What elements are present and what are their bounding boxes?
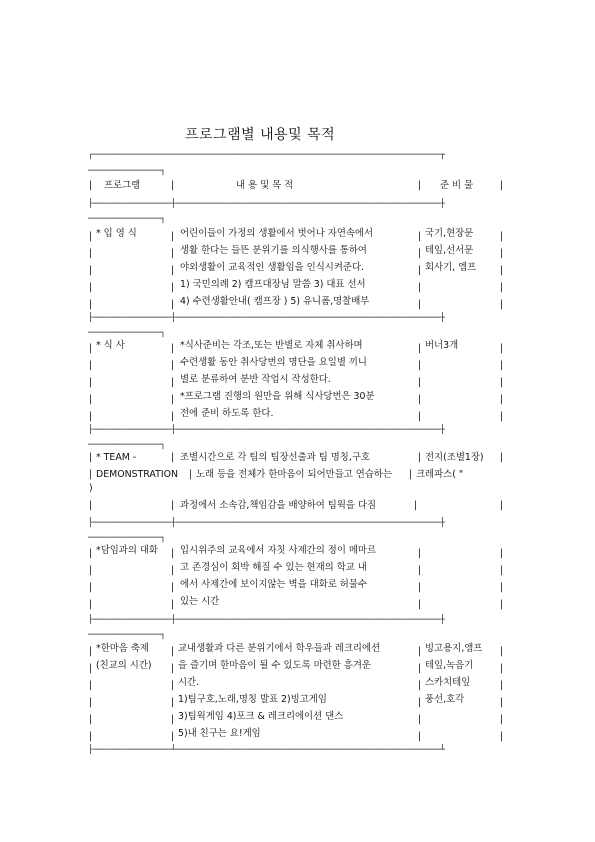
content-line: 있는 시간: [180, 596, 220, 607]
content-line: *식사준비는 각조,또는 반별로 자체 취사하며: [180, 340, 363, 351]
prep-line: 스카치테잎: [425, 677, 471, 688]
table-divider: ├───────────────┼───────────────────────────────────────────────────┼: [88, 199, 445, 209]
page-title: 프로그램별 내용및 목적: [185, 127, 336, 143]
prep-line: 크레파스( ": [416, 469, 464, 480]
header-right-bar: |: [500, 180, 504, 191]
content-line: 교내생활과 다른 분위기에서 학우들과 레크리에션: [178, 643, 381, 654]
header-left-bar: |: [89, 180, 93, 191]
content-line: 입시위주의 교육에서 자칫 사제간의 정이 메마르: [180, 545, 377, 556]
prep-line: ): [89, 483, 93, 494]
prep-line: 회사기, 엠프: [425, 262, 477, 273]
header-prep: 준 비 물: [440, 180, 474, 191]
program-cell: *담임과의 대화: [96, 545, 159, 556]
table-top-border: ┌───────────────────────────────────────────────────────────────────┬: [88, 150, 445, 160]
table-divider: ├───────────────┼───────────────────────────────────────────────────┼: [88, 313, 445, 323]
table-border-segment: ──────────────┐: [88, 214, 166, 224]
content-line: 어린이들이 가정의 생활에서 벗어나 자연속에서: [180, 228, 374, 239]
content-line: 4) 수련생활안내( 캠프장 ) 5) 유니폼,명찰배부: [180, 296, 370, 307]
table-border-segment: ──────────────┐: [88, 166, 166, 176]
content-line: 1)팀구호,노래,명칭 발표 2)빙고게임: [178, 694, 327, 705]
content-line: 수련생활 동안 취사당번의 명단을 요일별 끼니: [180, 357, 367, 368]
table-divider: ├───────────────┼───────────────────────────────────────────────────┼: [88, 615, 445, 625]
content-line: 3)팀웍게임 4)포크 & 레크리에이션 댄스: [178, 711, 344, 722]
content-line: 과정에서 소속감,책임감을 배양하여 팀웍을 다짐: [180, 500, 377, 511]
program-cell: DEMONSTRATION: [96, 469, 179, 480]
program-cell: * TEAM -: [96, 452, 137, 463]
program-cell: * 입 영 식: [96, 228, 137, 239]
content-line: 조별시간으로 각 팀의 팀장선출과 팀 명칭,구호: [180, 452, 370, 463]
table-border-segment: ──────────────┐: [88, 533, 166, 543]
content-line: 시간.: [178, 677, 200, 688]
table-border-segment: ──────────────┐: [88, 440, 166, 450]
content-line: 전에 준비 하도록 한다.: [180, 408, 274, 419]
content-line: 에서 사제간에 보이지않는 벽을 대화로 허물수: [180, 579, 367, 590]
program-cell: * 식 사: [96, 340, 125, 351]
program-cell: (친교의 시간): [96, 660, 152, 671]
content-line: 5)내 친구는 요!게임: [178, 728, 261, 739]
prep-line: 테잎,선서문: [425, 245, 474, 256]
prep-line: 국기,현장문: [425, 228, 474, 239]
prep-line: 테잎,녹음기: [425, 660, 474, 671]
content-line: 고 존경심이 회박 해질 수 있는 현재의 학교 내: [180, 562, 367, 573]
table-bottom-border: ├───────────────┴───────────────────────────────────────────────────┴: [88, 745, 445, 755]
content-line: 을 즐기며 한마음이 될 수 있도록 마련한 흥겨운: [178, 660, 371, 671]
prep-line: 빙고용지,앰프: [425, 643, 483, 654]
prep-line: 전지(조별1장): [425, 452, 484, 463]
prep-line: 버너3개: [425, 340, 459, 351]
table-divider: ├───────────────┼───────────────────────────────────────────────────┼: [88, 425, 445, 435]
header-program: 프로그램: [104, 180, 141, 191]
header-sep-1: |: [171, 180, 175, 191]
content-line: 1) 국민의례 2) 캠프대장님 말씀 3) 대표 선서: [180, 279, 366, 290]
table-divider: ├───────────────┼───────────────────────────────────────────────────┼: [88, 518, 445, 528]
header-content: 내 용 및 목 적: [236, 180, 294, 191]
content-line: 야외생활이 교육적인 생활임을 인식시켜준다.: [180, 262, 364, 273]
header-sep-2: |: [418, 180, 422, 191]
prep-line: 풍선,호각: [425, 694, 465, 705]
table-border-segment: ──────────────┐: [88, 630, 166, 640]
content-line: 별로 분류하여 분반 작업시 작성한다.: [180, 374, 331, 385]
content-line: 생활 한다는 들뜬 분위기를 의식행사를 통하여: [180, 245, 367, 256]
content-line: *프로그램 진행의 원만을 위해 식사당번은 30분: [180, 391, 375, 402]
program-cell: *한마음 축제: [96, 643, 149, 654]
content-line: 노래 등을 전체가 한마음이 되어만들고 연습하는: [196, 469, 393, 480]
table-border-segment: ──────────────┐: [88, 328, 166, 338]
